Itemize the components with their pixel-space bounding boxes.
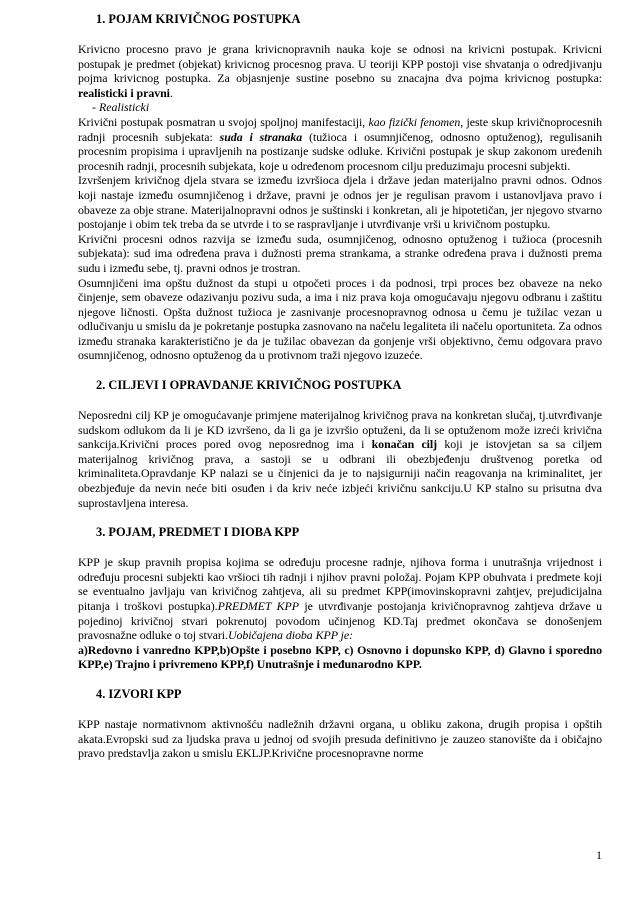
section-1-paragraph-2 [78, 115, 602, 173]
section-1-paragraph-3: Izvršenjem krivičnog djela stvara se između izvršioca djela i države jedan materijalno pravni odnos. Odnos koji nastaje između osumnjičenog i države, pravni je odnos jer je regulisan pravom i ustanovljava pravo i obaveze za obje strane. Materijalnopravni odnos je suštinski i konkretan, ali je hipotetičan, jer njegovo stvarno postojanje i obim tek treba da se utvrde i to se raspravljanje i utvrđivanje vrši u krivičnom postupku. [78, 173, 602, 232]
italic-term: kao fizički fenomen [368, 114, 461, 129]
section-4-paragraph-1: KPP nastaje normativnom aktivnošću nadležnih državni organa, u obliku zakona, drugih propisa i opštih akata.Evropski sud za ljudska prava u jednoj od svojih presuda definitivno je zauzeo stanovište da i običajno pravo predstavlja zakon u smislu EKLJP.Krivične procesnopravne norme [78, 716, 602, 761]
text-run: Krivicno procesno pravo je grana krivicnopravnih nauka koje se odnosi na krivicni postupak. Krivicni postupak je predmet (objekat) krivicnog procesnog prava. U teoriji KPP postoji vise shvatanja o odredjivanju pojma krivicnog postupka. Za objasnjenje sustine posebno su znacajna dva pojma krivicnog postupka: [78, 42, 602, 86]
bold-term: konačan cilj [371, 437, 438, 452]
italic-term: Uobičajena dioba KPP je: [227, 628, 354, 643]
bold-term: realisticki i pravni [78, 85, 170, 100]
section-1-paragraph-4: Krivični procesni odnos razvija se između suda, osumnjičenog, odnosno optuženog i tužioca (procesnih subjekata): sud ima određena prava i dužnosti prema strankama, a stranke određena prava i dužnosti prema sudu i između sebe, tj. pravni odnos je trostran. [78, 231, 602, 275]
list-item-realisticki [78, 100, 602, 115]
section-1-paragraph-5: Osumnjičeni ima opštu dužnost da stupi u otpočeti proces i da podnosi, trpi proces bez obaveze na neko činjenje, sem obaveze odazivanju pozivu suda, a ima i niz prava koja omogućavaju njegovu odbranu i zaštitu njegove ličnosti. Opšta dužnost tužioca je zasnivanje procesnopravnog odnosa u čemu je tužilac vezan u odlučivanju u smislu da je pokretanje postupka zasnovano na načelu legaliteta ili načelu oportuniteta. Za odnos između stranaka karakteristično je da je tužilac obavezan da gonjenje vrši objektivno, čemu odgovara pravo osumnjičenog, odnosno optuženog da u protivnom traži njegovo izuzeće. [78, 275, 602, 363]
section-2-paragraph-1 [78, 408, 602, 510]
text-run: (tužioca i osumnjičenog, odnosno optuženog), regulisanih procesnim propisima i upravljenih na postizanje sudske odluke. Krivični postupak je skup zakonom uređenih procesnih radnji, procesnih subjekata, koje u određenom procesnom cilju preduzimaju procesni subjekti. [78, 129, 602, 173]
text-run: . [169, 85, 173, 100]
section-1-heading: 1. POJAM KRIVIČNOG POSTUPKA [96, 12, 301, 26]
section-3-paragraph-2: a)Redovno i vanredno KPP,b)Opšte i posebno KPP, c) Osnovno i dopunsko KPP, d) Glavno i sporedno KPP,e) Trajno i privremeno KPP,f) Unutrašnje i međunarodno KPP. [78, 642, 602, 672]
document-page [78, 12, 602, 761]
section-1-paragraph-1 [78, 42, 602, 100]
text-run: Neposredni cilj KP je omogućavanje primjene materijalnog krivičnog prava na konkretan slučaj, tj.utvrđivanje sudskom odlukom da li je KD izvršeno, da li ga je izvršio optuženi, da li se optuženom može izreći krivična sankcija.Krivični proces pored ovog neposrednog ima i [78, 408, 602, 452]
list-dash: - [92, 100, 99, 115]
page-number: 1 [596, 848, 602, 862]
text-run: KPP je skup pravnih propisa kojima se određuju procesne radnje, njihova forma i unutrašnja vrijednost i određuju procesni subjekti kao vršioci tih radnji i njihov pravni položaj. Pojam KPP obuhvata i predmete koji se eventualno javljaju van krivičnog zahtjeva, ali su predmet KPP(imovinskopravni zahtjev, prejudicijalna pitanja i troškovi postupka). [78, 555, 602, 613]
text-run: koji je istovjetan sa sa ciljem materijalnog krivičnog prava, a sastoji se u odbrani ili obezbjeđenju društvenog poretka od kriminaliteta.Opravdanje KP nalazi se u činjenici da je to najsigurniji način reagovanja na kriminalitet, jer obezbjeđuje da nevin neće biti osuđen i da kriv neće izbjeći krivičnu sankciju.U KP stalno su prisutna dva suprostavljena interesa. [78, 437, 603, 510]
italic-term: PREDMET KPP [217, 599, 299, 613]
bold-italic-term: suda i stranaka [219, 129, 303, 144]
text-run: je utvrđivanje postojanja krivičnopravnog zahtjeva države u pojedinoj krivičnoj stvari pokrenutoj povodom učinjenog KD.Taj predmet okončava se donošenjem pravosnažne odluke o toj stvari. [78, 599, 602, 643]
text-run: Krivični postupak posmatran u svojoj spoljnoj manifestaciji, [78, 114, 369, 129]
section-3-paragraph-1 [78, 555, 602, 643]
text-run: , jeste skup krivičnoprocesnih radnji procesnih subjekata: [78, 114, 603, 144]
section-2-heading: 2. CILJEVI I OPRAVDANJE KRIVIČNOG POSTUPKA [96, 378, 402, 393]
list-item-label: Realisticki [98, 100, 150, 115]
section-4-heading: 4. IZVORI KPP [96, 686, 182, 701]
section-3-heading: 3. POJAM, PREDMET I DIOBA KPP [96, 525, 300, 540]
